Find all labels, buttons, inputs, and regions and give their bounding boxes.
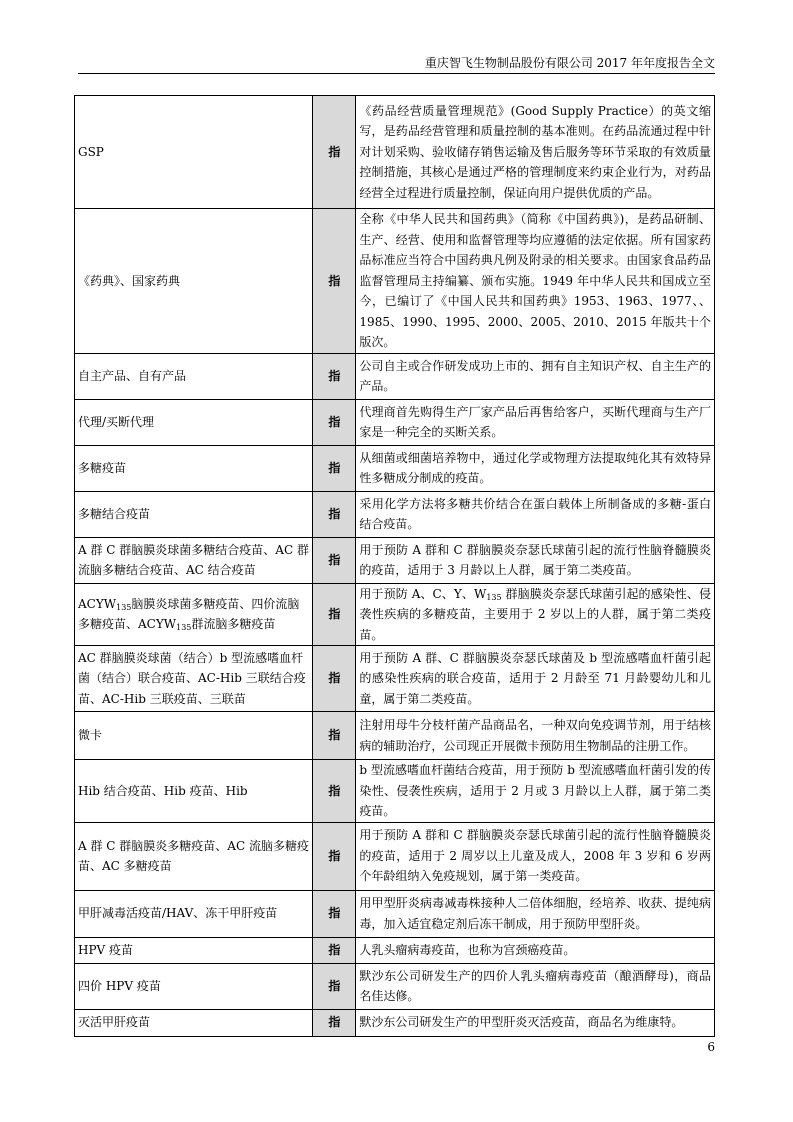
marker-cell: 指	[313, 646, 356, 712]
marker-cell: 指	[313, 1009, 356, 1036]
definition-cell: 代理商首先购得生产厂家产品后再售给客户，买断代理商与生产厂家是一种完全的买断关系。	[356, 399, 715, 445]
table-row	[75, 96, 715, 209]
marker-cell: 指	[313, 890, 356, 937]
term-text: 群流脑多糖疫苗	[191, 617, 276, 632]
marker-cell: 指	[313, 822, 356, 890]
marker-cell: 指	[313, 937, 356, 963]
term-cell: 微卡	[75, 712, 313, 760]
page-number: 6	[707, 1040, 715, 1054]
marker-cell: 指	[313, 445, 356, 491]
table-row	[75, 583, 715, 646]
definition-cell: 全称《中华人民共和国药典》（简称《中国药典》)，是药品研制、生产、经营、使用和监督管理等均应遵循的法定依据。所有国家药品标准应当符合中国药典凡例及附录的相关要求。由国家食品药品监督管理局主持编纂、颁布实施。1949 年中华人民共和国成立至今，已编订了《中国人民共和国药典》1953、1963、1977、、1985、1990、1995、2000、2005、2010、2015 年版共十个版次。	[356, 209, 715, 354]
definition-text: 群脑膜炎奈瑟氏球菌引起的感染性、侵袭性疾病的多糖疫苗，主要用于 2 岁以上的人群，属于第二类疫苗。	[359, 586, 711, 642]
page-header: 重庆智飞生物制品股份有限公司 2017 年年度报告全文	[424, 56, 715, 70]
term-cell: 代理/买断代理	[75, 399, 313, 445]
table-row	[75, 1009, 715, 1036]
term-cell: 灭活甲肝疫苗	[75, 1009, 313, 1036]
marker-cell: 指	[313, 491, 356, 537]
table-row	[75, 646, 715, 712]
term-cell: 甲肝减毒活疫苗/HAV、冻干甲肝疫苗	[75, 890, 313, 937]
term-cell: 多糖疫苗	[75, 445, 313, 491]
table-row	[75, 209, 715, 354]
term-text: 脑膜炎球菌多糖疫苗、四价流脑多糖疫苗、ACYW	[78, 596, 300, 632]
subscript: 135	[176, 623, 192, 633]
term-cell: 自主产品、自有产品	[75, 353, 313, 399]
header-rule	[78, 73, 715, 74]
term-cell: 四价 HPV 疫苗	[75, 963, 313, 1009]
table-row	[75, 712, 715, 760]
term-cell: Hib 结合疫苗、Hib 疫苗、Hib	[75, 760, 313, 823]
subscript: 135	[486, 592, 502, 602]
term-cell: HPV 疫苗	[75, 937, 313, 963]
definition-cell: 人乳头瘤病毒疫苗，也称为宫颈癌疫苗。	[356, 937, 715, 963]
definition-cell: 默沙东公司研发生产的四价人乳头瘤病毒疫苗（酿酒酵母)，商品名佳达修。	[356, 963, 715, 1009]
table-row	[75, 537, 715, 583]
definition-cell: 注射用母牛分枝杆菌产品商品名，一种双向免疫调节剂，用于结核病的辅助治疗，公司现正开展微卡预防用生物制品的注册工作。	[356, 712, 715, 760]
marker-cell: 指	[313, 353, 356, 399]
table-row	[75, 399, 715, 445]
term-text: ACYW	[78, 596, 117, 611]
definition-cell: 用于预防 A 群和 C 群脑膜炎奈瑟氏球菌引起的流行性脑脊髓膜炎的疫苗，适用于 2 周岁以上儿童及成人，2008 年 3 岁和 6 岁两个年龄组纳入免疫规划，属于第一类疫苗。	[356, 822, 715, 890]
table-row	[75, 445, 715, 491]
term-cell: A 群 C 群脑膜炎球菌多糖结合疫苗、AC 群流脑多糖结合疫苗、AC 结合疫苗	[75, 537, 313, 583]
table-row	[75, 353, 715, 399]
definition-text: 用于预防 A、C、Y、W	[359, 586, 487, 601]
table-row	[75, 491, 715, 537]
definition-cell: 从细菌或细菌培养物中，通过化学或物理方法提取纯化其有效特异性多糖成分制成的疫苗。	[356, 445, 715, 491]
definition-cell: 公司自主或合作研发成功上市的、拥有自主知识产权、自主生产的产品。	[356, 353, 715, 399]
definition-cell	[356, 583, 715, 646]
definition-cell: 默沙东公司研发生产的甲型肝炎灭活疫苗，商品名为维康特。	[356, 1009, 715, 1036]
table-row	[75, 760, 715, 823]
term-cell: GSP	[75, 96, 313, 209]
table-row	[75, 963, 715, 1009]
definitions-table	[74, 95, 715, 1037]
term-cell: A 群 C 群脑膜炎多糖疫苗、AC 流脑多糖疫苗、AC 多糖疫苗	[75, 822, 313, 890]
table-row	[75, 822, 715, 890]
definition-cell: 采用化学方法将多糖共价结合在蛋白载体上所制备成的多糖-蛋白结合疫苗。	[356, 491, 715, 537]
marker-cell: 指	[313, 209, 356, 354]
term-cell: 《药典》、国家药典	[75, 209, 313, 354]
marker-cell: 指	[313, 963, 356, 1009]
marker-cell: 指	[313, 712, 356, 760]
marker-cell: 指	[313, 760, 356, 823]
marker-cell: 指	[313, 399, 356, 445]
marker-cell: 指	[313, 583, 356, 646]
term-cell: AC 群脑膜炎球菌（结合）b 型流感嗜血杆菌（结合）联合疫苗、AC-Hib 三联结合疫苗、AC-Hib 三联疫苗、三联苗	[75, 646, 313, 712]
definition-cell: 用甲型肝炎病毒减毒株接种人二倍体细胞，经培养、收获、提纯病毒，加入适宜稳定剂后冻干制成，用于预防甲型肝炎。	[356, 890, 715, 937]
marker-cell: 指	[313, 537, 356, 583]
term-cell: 多糖结合疫苗	[75, 491, 313, 537]
marker-cell: 指	[313, 96, 356, 209]
definition-cell: b 型流感嗜血杆菌结合疫苗，用于预防 b 型流感嗜血杆菌引发的传染性、侵袭性疾病，适用于 2 月或 3 月龄以上人群，属于第二类疫苗。	[356, 760, 715, 823]
definition-cell: 用于预防 A 群、C 群脑膜炎奈瑟氏球菌及 b 型流感嗜血杆菌引起的感染性疾病的联合疫苗，适用于 2 月龄至 71 月龄婴幼儿和儿童，属于第二类疫苗。	[356, 646, 715, 712]
term-cell	[75, 583, 313, 646]
definition-cell: 用于预防 A 群和 C 群脑膜炎奈瑟氏球菌引起的流行性脑脊髓膜炎的疫苗，适用于 3 月龄以上人群，属于第二类疫苗。	[356, 537, 715, 583]
table-row	[75, 937, 715, 963]
definition-cell: 《药品经营质量管理规范》(Good Supply Practice）的英文缩写，是药品经营管理和质量控制的基本准则。在药品流通过程中针对计划采购、验收储存销售运输及售后服务等环节采取的有效质量控制措施，其核心是通过严格的管理制度来约束企业行为，对药品经营全过程进行质量控制，保证向用户提供优质的产品。	[356, 96, 715, 209]
table-row	[75, 890, 715, 937]
subscript: 135	[116, 602, 132, 612]
